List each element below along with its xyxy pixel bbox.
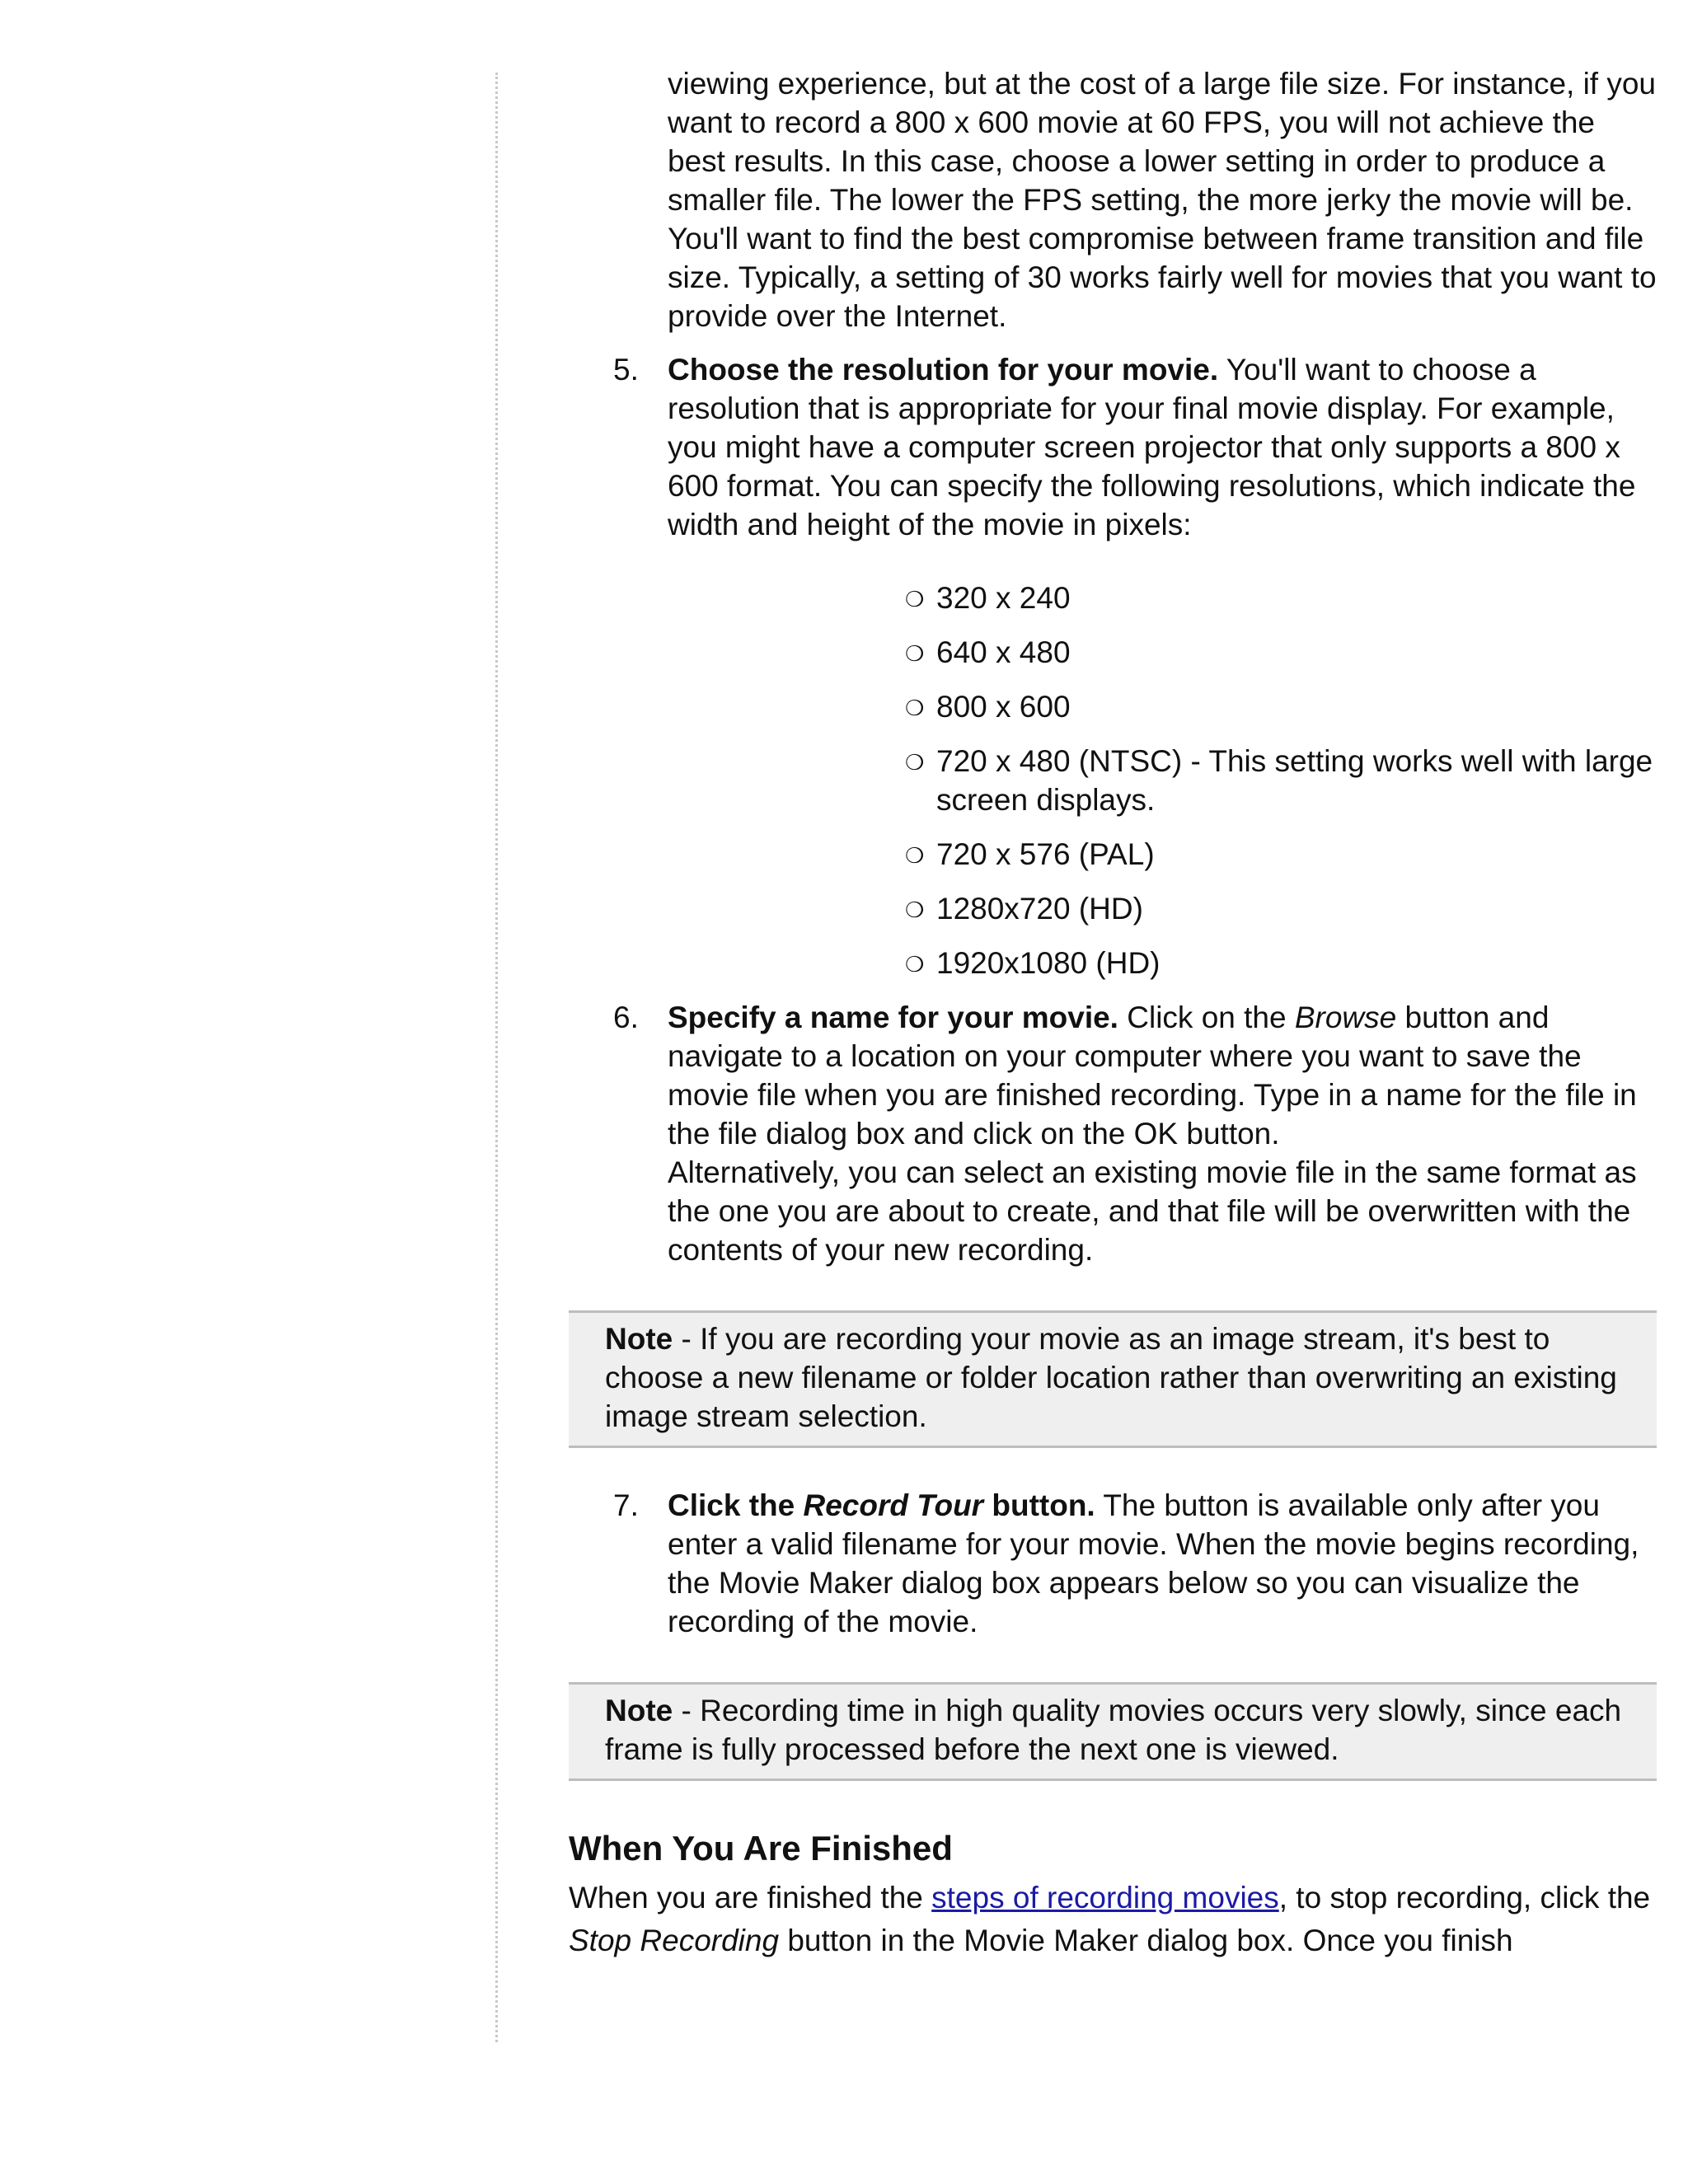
list-item: ❍ 1280x720 (HD) xyxy=(936,889,1657,928)
finished-text: When you are finished the steps of recording movies, to stop recording, click the Stop Recording button in the Movie Maker dialog box. Once you finish xyxy=(569,1881,1651,1957)
step-number: 7. xyxy=(613,1488,639,1522)
step-6-alternative-text: Alternatively, you can select an existing movie file in the same format as the one you are about to create, and that file will be overwritten with the contents of your new recording. xyxy=(668,1155,1637,1267)
note-box xyxy=(569,1682,1657,1781)
list-item: ❍ 800 x 600 xyxy=(936,687,1657,726)
circle-bullet-icon: ❍ xyxy=(905,952,925,977)
section-heading: When You Are Finished xyxy=(569,1829,953,1868)
step-5-text: Choose the resolution for your movie. You'll want to choose a resolution that is appropriate for your final movie display. For example, you might have a computer screen projector that only supports a 800 x 600 format. You can specify the following resolutions, which indicate the width and height of the movie in pixels: xyxy=(668,353,1636,541)
steps-list xyxy=(569,1486,1657,1641)
resolution-list xyxy=(668,579,1657,982)
left-margin-divider xyxy=(495,73,498,2042)
step-7-text: Click the Record Tour button. The button is available only after you enter a valid filename for your movie. When the movie begins recording, the Movie Maker dialog box appears below so you can visualize the recording of the movie. xyxy=(668,1488,1639,1638)
list-item: ❍ 320 x 240 xyxy=(936,579,1657,617)
steps-of-recording-movies-link[interactable]: steps of recording movies xyxy=(931,1881,1279,1915)
circle-bullet-icon: ❍ xyxy=(905,641,925,666)
step-7 xyxy=(569,1486,1657,1641)
circle-bullet-icon: ❍ xyxy=(905,587,925,612)
circle-bullet-icon: ❍ xyxy=(905,696,925,720)
list-item: ❍ 640 x 480 xyxy=(936,633,1657,672)
step-5-title: Choose the resolution for your movie. xyxy=(668,353,1219,387)
step-6-title: Specify a name for your movie. xyxy=(668,1001,1118,1034)
note-text: - If you are recording your movie as an image stream, it's best to choose a new filename or folder location rather than overwriting an existing image stream selection. xyxy=(605,1322,1617,1433)
browse-term: Browse xyxy=(1294,1001,1397,1034)
step-4-continued-text: viewing experience, but at the cost of a large file size. For instance, if you want to record a 800 x 600 movie at 60 FPS, you will not achieve the best results. In this case, choose a lower setting in order to produce a smaller file. The lower the FPS setting, the more jerky the movie will be. You'll want to find the best compromise between frame transition and file size. Typically, a setting of 30 works fairly well for movies that you want to provide over the Internet. xyxy=(668,67,1657,333)
list-item: ❍ 720 x 480 (NTSC) - This setting works well with large screen displays. xyxy=(905,744,1653,817)
note-label: Note xyxy=(605,1694,673,1727)
step-5 xyxy=(569,350,1657,982)
step-7-title: Click the Record Tour button. xyxy=(668,1488,1095,1522)
stop-recording-term: Stop Recording xyxy=(569,1924,780,1957)
list-item: ❍ 720 x 576 (PAL) xyxy=(936,835,1657,874)
note-text: - Recording time in high quality movies occurs very slowly, since each frame is fully processed before the next one is viewed. xyxy=(605,1694,1622,1766)
steps-list xyxy=(569,350,1657,1269)
note-box xyxy=(569,1310,1657,1448)
list-item: ❍ 1920x1080 (HD) xyxy=(936,944,1657,982)
step-6-text: Specify a name for your movie. Click on the Browse button and navigate to a location on your computer where you want to save the movie file when you are finished recording. Type in a name for the file in the file dialog box and click on the OK button. xyxy=(668,1001,1637,1151)
record-tour-term: Record Tour xyxy=(803,1488,984,1522)
note-label: Note xyxy=(605,1322,673,1356)
circle-bullet-icon: ❍ xyxy=(905,750,925,775)
finished-section xyxy=(569,1827,1657,1962)
step-6 xyxy=(569,998,1657,1269)
document-content xyxy=(569,64,1657,1962)
circle-bullet-icon: ❍ xyxy=(905,843,925,868)
step-number: 5. xyxy=(613,353,639,387)
step-number: 6. xyxy=(613,1001,639,1034)
circle-bullet-icon: ❍ xyxy=(905,898,925,922)
